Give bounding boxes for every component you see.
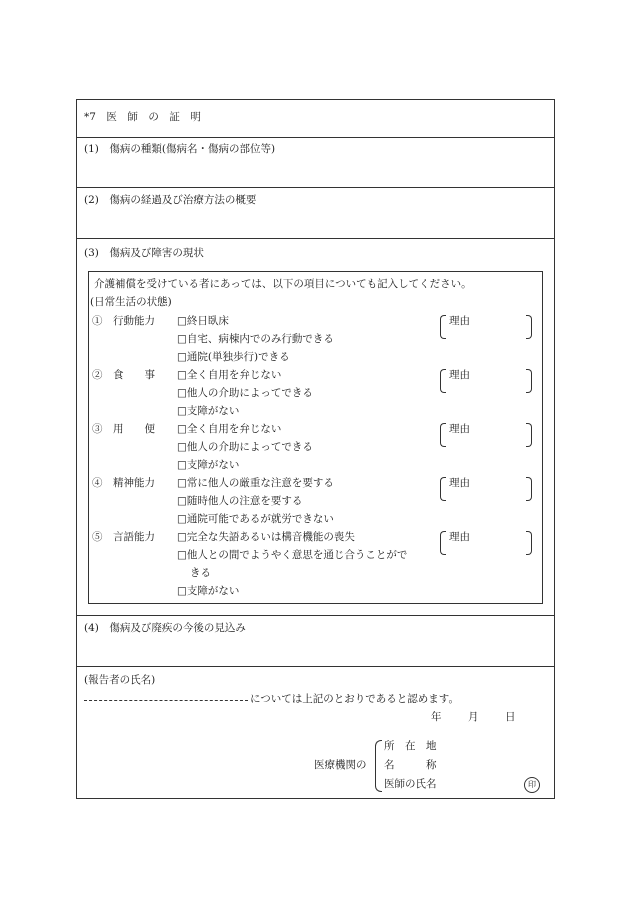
- left-bracket: [440, 423, 446, 447]
- reason-label: 理由: [449, 531, 470, 543]
- section-3-heading: (3) 傷病及び障害の現状: [84, 247, 204, 259]
- left-bracket: [440, 531, 446, 555]
- item-label-mobility: ① 行動能力: [92, 315, 155, 327]
- option-checkbox[interactable]: □自宅、病棟内でのみ行動できる: [177, 333, 334, 345]
- divider: [76, 187, 555, 188]
- option-checkbox[interactable]: □他人との間でようやく意思を通じ合うことがで: [177, 549, 408, 561]
- option-checkbox[interactable]: □終日臥床: [177, 315, 229, 327]
- option-checkbox[interactable]: □全く自用を弁じない: [177, 369, 282, 381]
- reason-field[interactable]: [440, 315, 532, 339]
- care-intro: 介護補償を受けている者にあっては、以下の項目についても記入してください。: [94, 278, 472, 290]
- item-label-toilet: ③ 用 便: [92, 423, 155, 435]
- institution-brace: [375, 740, 382, 792]
- reason-field[interactable]: [440, 369, 532, 393]
- item-label-mental: ④ 精神能力: [92, 477, 155, 489]
- right-bracket: [526, 477, 532, 501]
- doctor-name-label: 医師の氏名: [384, 778, 437, 790]
- divider: [76, 238, 555, 239]
- option-checkbox[interactable]: □通院可能であるが就労できない: [177, 513, 334, 525]
- reporter-name-label: (報告者の氏名): [84, 674, 156, 686]
- reason-label: 理由: [449, 369, 470, 381]
- option-checkbox[interactable]: □支障がない: [177, 459, 240, 471]
- option-checkbox[interactable]: □支障がない: [177, 405, 240, 417]
- reason-field[interactable]: [440, 423, 532, 447]
- reason-label: 理由: [449, 423, 470, 435]
- option-checkbox[interactable]: □他人の介助によってできる: [177, 441, 313, 453]
- reason-field[interactable]: [440, 477, 532, 501]
- date-month-label: 月: [468, 711, 479, 723]
- section-2-heading: (2) 傷病の経過及び治療方法の概要: [84, 194, 257, 206]
- option-checkbox[interactable]: □他人の介助によってできる: [177, 387, 313, 399]
- reason-field[interactable]: [440, 531, 532, 555]
- reason-label: 理由: [449, 477, 470, 489]
- option-checkbox[interactable]: □随時他人の注意を要する: [177, 495, 303, 507]
- option-checkbox[interactable]: □支障がない: [177, 585, 240, 597]
- left-bracket: [440, 477, 446, 501]
- address-label: 所 在 地: [384, 740, 437, 752]
- option-checkbox[interactable]: □通院(単独歩行)できる: [177, 351, 290, 363]
- divider: [76, 615, 555, 616]
- reason-label: 理由: [449, 315, 470, 327]
- left-bracket: [440, 315, 446, 339]
- section-4-heading: (4) 傷病及び廃疾の今後の見込み: [84, 622, 246, 634]
- divider: [76, 137, 555, 138]
- option-continuation: きる: [190, 567, 211, 579]
- section-1-heading: (1) 傷病の種類(傷病名・傷病の部位等): [84, 143, 276, 155]
- seal-icon: 印: [524, 777, 540, 793]
- reporter-name-input[interactable]: [84, 700, 248, 701]
- page-title: *7 医 師 の 証 明: [84, 111, 201, 123]
- option-checkbox[interactable]: □全く自用を弁じない: [177, 423, 282, 435]
- item-label-eating: ② 食 事: [92, 369, 155, 381]
- right-bracket: [526, 369, 532, 393]
- right-bracket: [526, 423, 532, 447]
- institution-name-label: 名 称: [384, 759, 437, 771]
- option-checkbox[interactable]: □完全な失語あるいは構音機能の喪失: [177, 531, 355, 543]
- certify-text: については上記のとおりであると認めます。: [250, 693, 459, 705]
- right-bracket: [526, 315, 532, 339]
- date-year-label: 年: [431, 711, 442, 723]
- item-label-speech: ⑤ 言語能力: [92, 531, 155, 543]
- left-bracket: [440, 369, 446, 393]
- right-bracket: [526, 531, 532, 555]
- daily-life-subtitle: (日常生活の状態): [90, 296, 172, 308]
- date-day-label: 日: [505, 711, 516, 723]
- institution-label: 医療機関の: [314, 759, 367, 771]
- divider: [76, 666, 555, 667]
- option-checkbox[interactable]: □常に他人の厳重な注意を要する: [177, 477, 334, 489]
